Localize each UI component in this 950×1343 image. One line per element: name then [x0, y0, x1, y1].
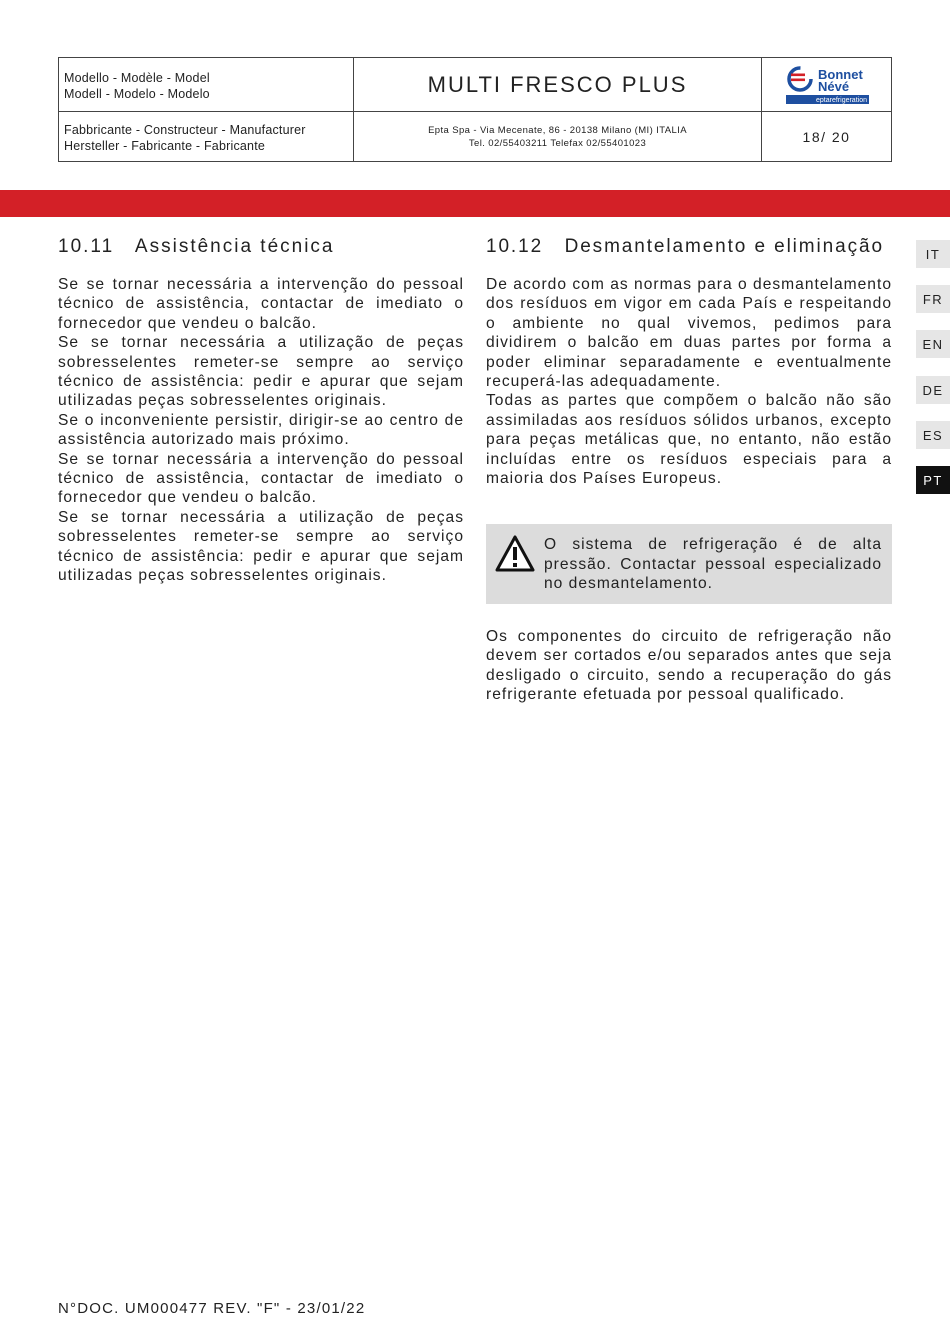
logo-brand-line: Névé: [818, 79, 850, 94]
model-label-line: Modello - Modèle - Model: [64, 71, 210, 85]
paragraph: Se o inconveniente persistir, dirigir-se ao centro de assistência autorizado mais próximo.: [58, 411, 464, 449]
paragraph: Os componentes do circuito de refrigeração não devem ser cortados e/ou separados antes que seja desligado o circuito, sendo a recuperação do gás refrigerante efetuada por pessoal qualificado.: [486, 628, 892, 704]
bonnet-neve-logo: [762, 58, 891, 111]
logo-graphic: [762, 58, 893, 111]
section-heading: 10.12 Desmantelamento e eliminação: [486, 236, 884, 257]
paragraph: De acordo com as normas para o desmantelamento dos resíduos em vigor em cada País e respeitando o ambiente no qual vivemos, pedimos para dividirem o balcão em duas partes por forma a poder eliminar separadamente e eventualmente recuperá-las adequadamente.: [486, 276, 892, 391]
warning-triangle-icon: [494, 534, 536, 574]
section-body: [486, 275, 892, 488]
section-body: [58, 275, 464, 586]
warning-text: O sistema de refrigeração é de alta pressão. Contactar pessoal especializado no desmantelamento.: [544, 536, 882, 593]
paragraph: Se se tornar necessária a utilização de peças sobresselentes remeter-se sempre ao serviço técnico de assistência: pedir e apurar que sejam utilizadas peças sobresselentes originais.: [58, 508, 464, 585]
manufacturer-label-line: Hersteller - Fabricante - Fabricante: [64, 139, 266, 153]
paragraph: Se se tornar necessária a intervenção do pessoal técnico de assistência, contactar de imediato o fornecedor que vendeu o balcão.: [58, 450, 464, 507]
language-tab-pt[interactable]: PT: [916, 466, 950, 494]
language-tab-en[interactable]: EN: [916, 330, 950, 358]
document-header: [58, 57, 892, 162]
manufacturer-label-line: Fabbricante - Constructeur - Manufacturer: [64, 123, 306, 137]
section-heading: 10.11 Assistência técnica: [58, 236, 335, 257]
page-number: 18/ 20: [802, 129, 851, 145]
paragraph: Todas as partes que compõem o balcão não são assimiladas aos resíduos sólidos urbanos, excepto para peças metálicas que, no entanto, não estão incluídas entre os resíduos especiais para a maioria dos Países Europeus.: [486, 392, 892, 488]
section-technical-assistance: [58, 236, 464, 586]
model-label: [64, 70, 210, 102]
language-tab-es[interactable]: ES: [916, 421, 950, 449]
manufacturer-label: [64, 122, 306, 154]
warning-box: [486, 524, 892, 604]
paragraph: Se se tornar necessária a utilização de peças sobresselentes remeter-se sempre ao serviço técnico de assistência: pedir e apurar que sejam utilizadas peças sobresselentes originais.: [58, 334, 464, 410]
language-tab-de[interactable]: DE: [916, 376, 950, 404]
language-tab-it[interactable]: IT: [916, 240, 950, 268]
section-dismantling: [486, 236, 892, 488]
address-line: Epta Spa - Via Mecenate, 86 - 20138 Milano (MI) ITALIA: [428, 125, 687, 136]
model-name: MULTI FRESCO PLUS: [427, 71, 688, 97]
section-dismantling-note: [486, 627, 892, 705]
document-number: N°DOC. UM000477 REV. "F" - 23/01/22: [58, 1300, 366, 1317]
accent-bar: [0, 190, 950, 217]
logo-brand-line: Bonnet: [818, 67, 863, 82]
paragraph: Se se tornar necessária a intervenção do pessoal técnico de assistência, contactar de imediato o fornecedor que vendeu o balcão.: [58, 276, 464, 332]
logo-tagline: eptarefrigeration: [816, 97, 867, 104]
model-label-line: Modell - Modelo - Modelo: [64, 87, 210, 101]
manufacturer-address: [354, 112, 761, 162]
address-line: Tel. 02/55403211 Telefax 02/55401023: [468, 138, 647, 149]
language-tab-fr[interactable]: FR: [916, 285, 950, 313]
